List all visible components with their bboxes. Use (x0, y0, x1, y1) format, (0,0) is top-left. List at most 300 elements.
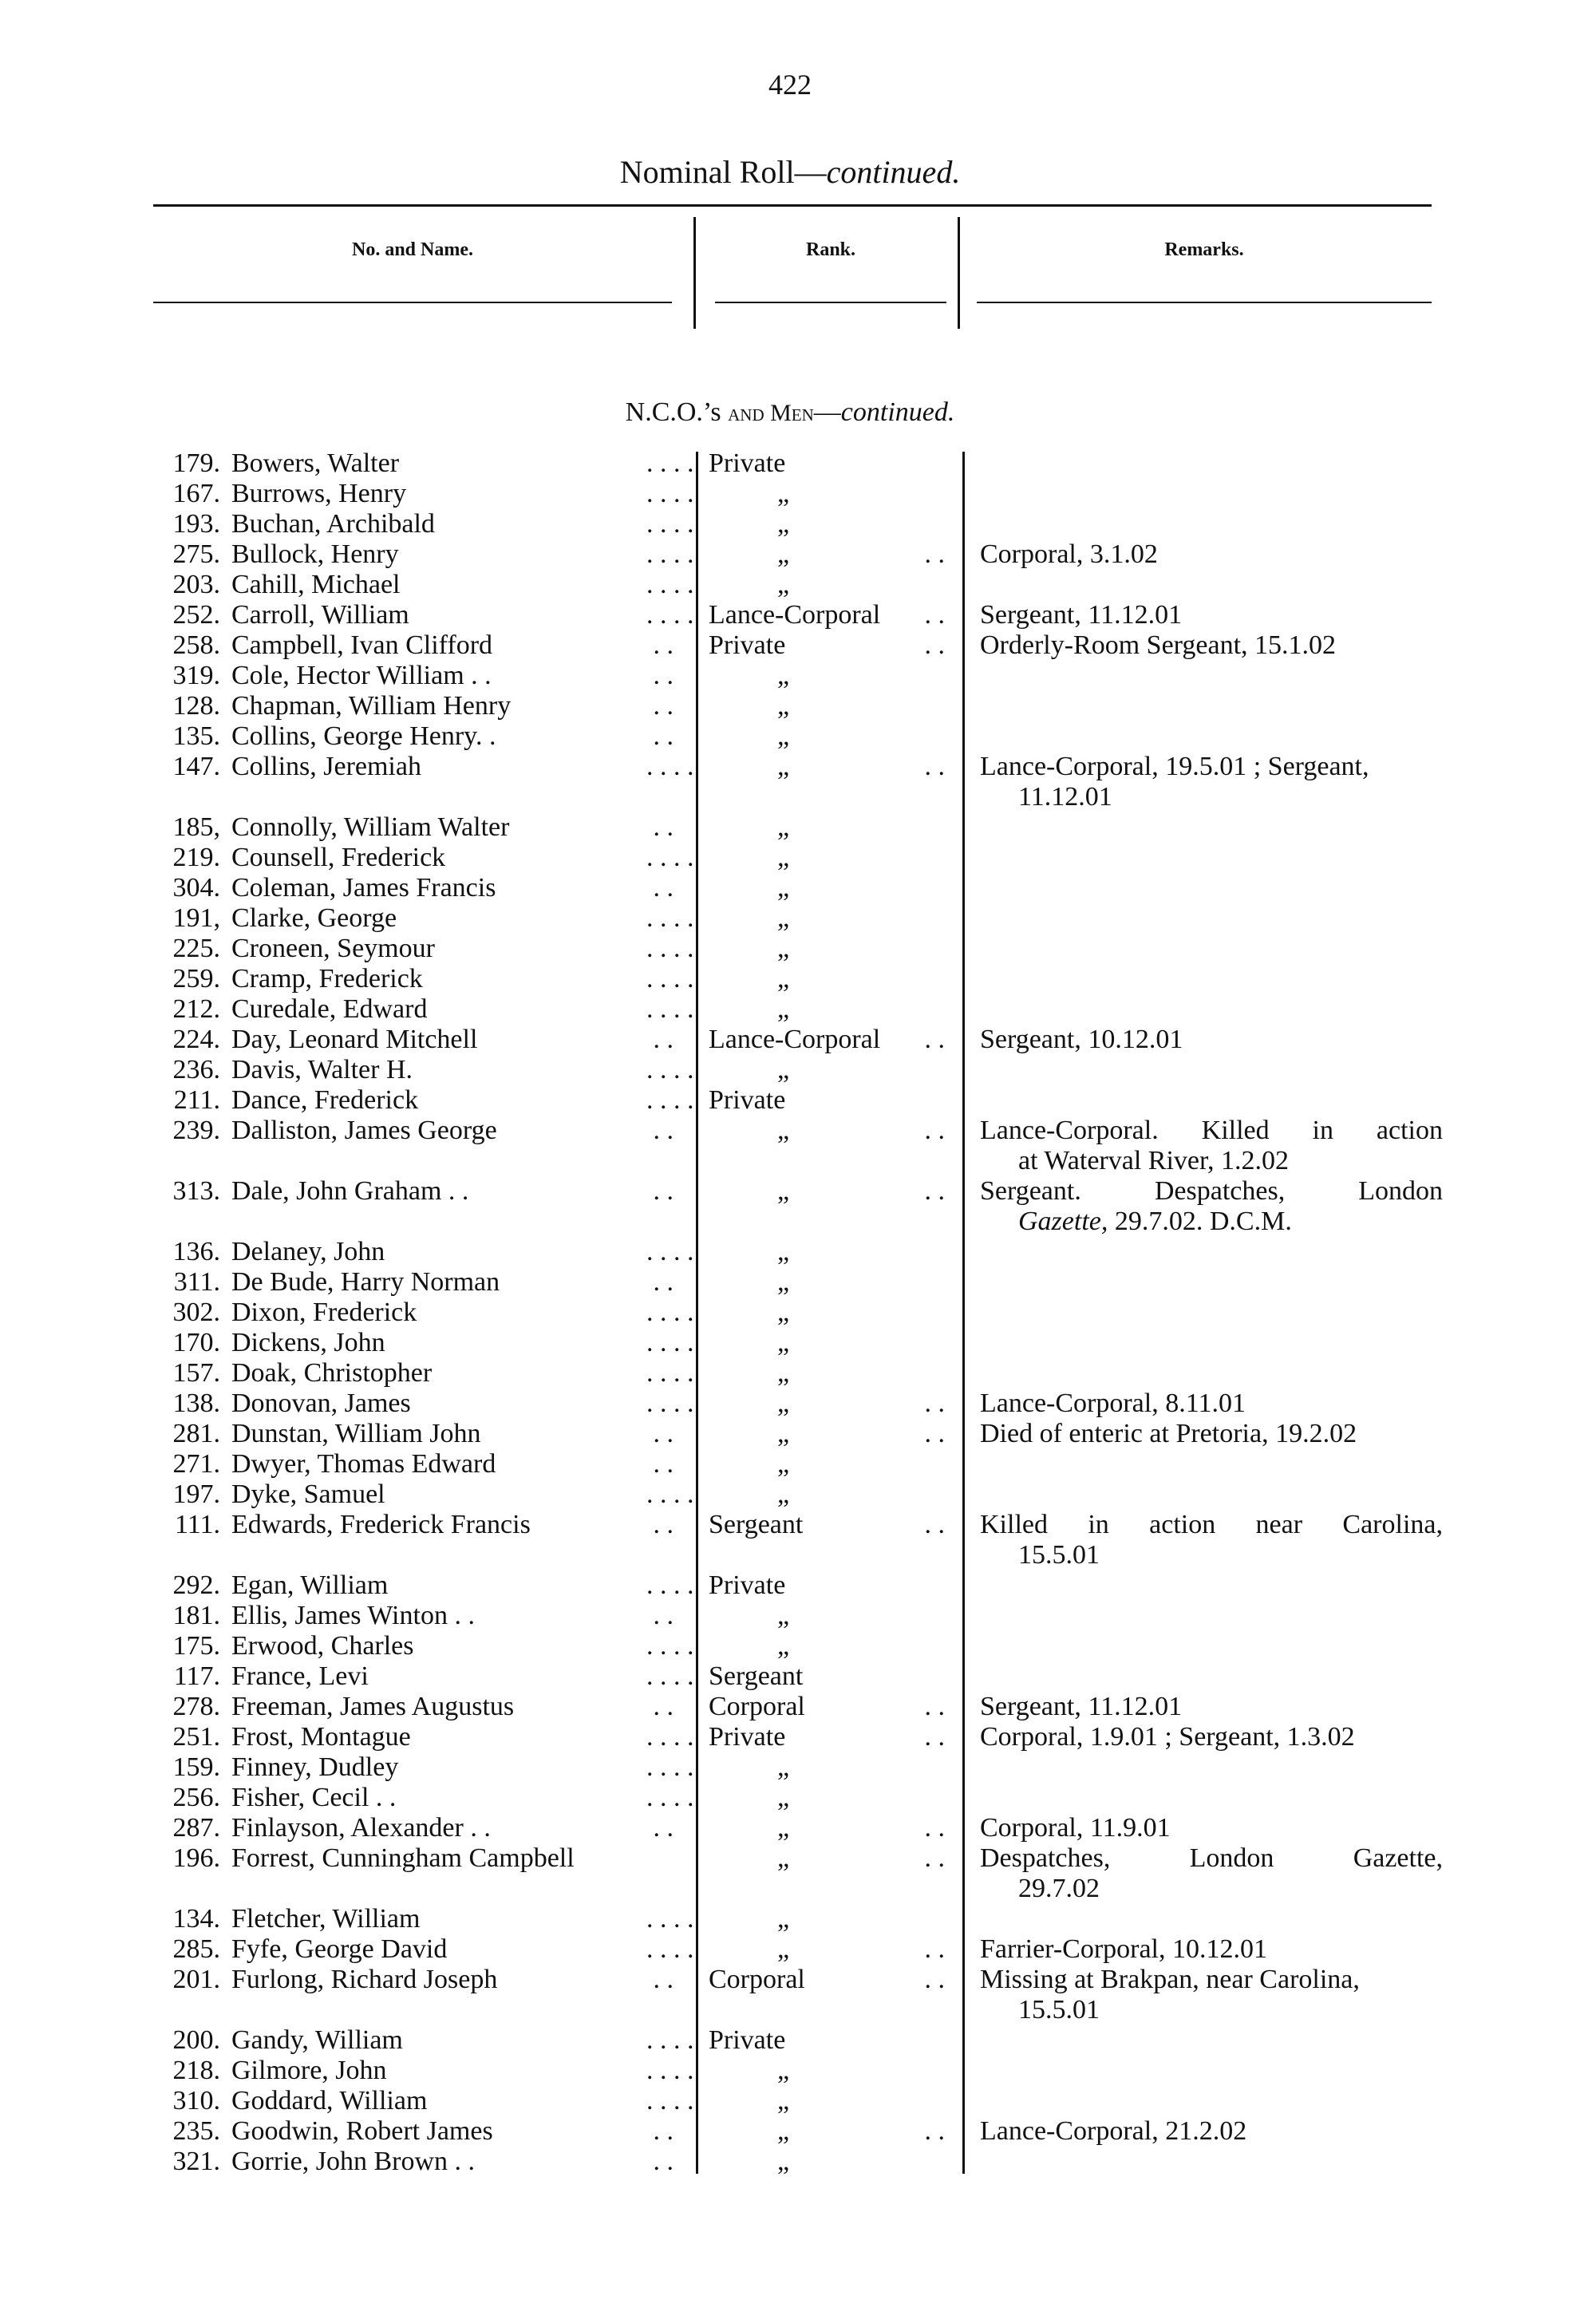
leader-dots: . . . . (646, 2086, 694, 2115)
remark-italic: Gazette, (1018, 1207, 1108, 1236)
table-row (0, 1055, 1596, 1085)
leader-dots: . . (653, 1025, 674, 1054)
entry-name: Goddard, William (231, 2086, 428, 2115)
entry-number: 136. (172, 1237, 220, 1266)
table-row (0, 1358, 1596, 1389)
ditto-mark: „ (777, 1389, 790, 1418)
entry-number: 181. (172, 1601, 220, 1630)
entry-number: 167. (172, 479, 220, 508)
ditto-mark: „ (777, 1449, 790, 1479)
remark-line-1: Despatches, London Gazette, (980, 1843, 1443, 1873)
leader-dots: . . (924, 752, 945, 781)
remark-line-1: Sergeant, 11.12.01 (980, 1692, 1183, 1721)
entry-number: 235. (172, 2116, 220, 2146)
leader-dots: . . (653, 1449, 674, 1479)
entry-remarks (980, 1025, 1443, 1055)
entry-name: Finlayson, Alexander . . (231, 1813, 491, 1843)
ditto-mark: „ (777, 1298, 790, 1327)
table-row (0, 1419, 1596, 1449)
table-row (0, 1510, 1596, 1570)
table-row (0, 873, 1596, 903)
entry-name: Dixon, Frederick (231, 1298, 417, 1327)
remark-line-2 (980, 1995, 1443, 2025)
page-title (0, 153, 1580, 191)
entry-number: 201. (172, 1965, 220, 1994)
leader-dots: . . . . (646, 1479, 694, 1509)
table-row (0, 2056, 1596, 2086)
entry-rank: Private (709, 448, 786, 478)
table-row (0, 1904, 1596, 1934)
entry-name: Dwyer, Thomas Edward (231, 1449, 496, 1479)
leader-dots: . . (653, 1965, 674, 1994)
ditto-mark: „ (777, 2116, 790, 2146)
entry-name: Dalliston, James George (231, 1116, 497, 1145)
table-row (0, 1661, 1596, 1692)
entry-name: Buchan, Archibald (231, 509, 435, 539)
leader-dots: . . (924, 539, 945, 569)
entry-name: Cole, Hector William . . (231, 661, 492, 690)
table-row (0, 509, 1596, 539)
remark-line-1: Sergeant, 11.12.01 (980, 600, 1183, 630)
table-row (0, 1116, 1596, 1176)
leader-dots: . . (924, 1025, 945, 1054)
remark-line-1: Killed in action near Carolina, (980, 1510, 1443, 1539)
remark-line-1: Lance-Corporal, 21.2.02 (980, 2116, 1247, 2146)
entry-remarks (980, 1965, 1443, 2025)
table-row (0, 843, 1596, 873)
entry-name: Egan, William (231, 1570, 389, 1600)
leader-dots: . . (653, 1176, 674, 1206)
leader-dots: . . . . (646, 1389, 694, 1418)
leader-dots: . . (653, 1601, 674, 1630)
table-row (0, 752, 1596, 812)
title-main: Nominal Roll— (619, 154, 827, 190)
entry-name: Dale, John Graham . . (231, 1176, 469, 1206)
table-row (0, 1601, 1596, 1631)
entry-name: Carroll, William (231, 600, 409, 630)
leader-dots: . . (924, 2116, 945, 2146)
remark-line-1: Lance-Corporal, 19.5.01 ; Sergeant, (980, 752, 1369, 781)
ditto-mark: „ (777, 691, 790, 721)
table-row (0, 1631, 1596, 1661)
table-row (0, 2086, 1596, 2116)
leader-dots: . . . . (646, 843, 694, 872)
entry-name: France, Levi (231, 1661, 369, 1691)
remark-line-2 (980, 1207, 1443, 1237)
remark-line-2-text: 15.5.01 (1018, 1995, 1100, 2025)
leader-dots: . . . . (646, 1934, 694, 1964)
ditto-mark: „ (777, 934, 790, 963)
entry-number: 147. (172, 752, 220, 781)
entry-name: Erwood, Charles (231, 1631, 414, 1661)
entry-name: Cramp, Frederick (231, 964, 423, 994)
entry-number: 134. (172, 1904, 220, 1934)
table-row (0, 2147, 1596, 2177)
entry-number: 193. (172, 509, 220, 539)
entry-remarks (980, 600, 1443, 630)
entry-name: Bullock, Henry (231, 539, 399, 569)
entry-number: 218. (172, 2056, 220, 2085)
entry-name: Campbell, Ivan Clifford (231, 630, 493, 660)
entry-name: Croneen, Seymour (231, 934, 435, 963)
table-row (0, 1025, 1596, 1055)
entry-name: Coleman, James Francis (231, 873, 496, 903)
remark-line-2 (980, 782, 1443, 812)
table-row (0, 1692, 1596, 1722)
leader-dots: . . (924, 1389, 945, 1418)
table-row (0, 1085, 1596, 1116)
entry-name: Edwards, Frederick Francis (231, 1510, 531, 1539)
leader-dots: . . (653, 1813, 674, 1843)
ditto-mark: „ (777, 1631, 790, 1661)
column-header-name: No. and Name. (351, 239, 473, 260)
entry-number: 191, (172, 903, 220, 933)
remark-line-2 (980, 1540, 1443, 1570)
leader-dots: . . . . (646, 448, 694, 478)
entry-name: Collins, Jeremiah (231, 752, 421, 781)
entry-name: Delaney, John (231, 1237, 385, 1266)
leader-dots: . . . . (646, 1783, 694, 1812)
remark-line-2 (980, 1146, 1443, 1176)
remark-line-1: Orderly-Room Sergeant, 15.1.02 (980, 630, 1337, 660)
remark-line-2 (980, 1874, 1443, 1904)
leader-dots: . . (653, 661, 674, 690)
leader-dots: . . (653, 1419, 674, 1448)
header-bottom-rule-2 (715, 302, 946, 303)
entry-name: Day, Leonard Mitchell (231, 1025, 478, 1054)
entry-number: 197. (172, 1479, 220, 1509)
remark-line-1: Sergeant, 10.12.01 (980, 1025, 1183, 1054)
leader-dots: . . . . (646, 1661, 694, 1691)
ditto-mark: „ (777, 570, 790, 599)
leader-dots: . . . . (646, 2056, 694, 2085)
remark-line-2-text: 15.5.01 (1018, 1540, 1100, 1570)
entry-rank: Sergeant (709, 1510, 804, 1539)
leader-dots: . . . . (646, 1237, 694, 1266)
ditto-mark: „ (777, 1752, 790, 1782)
entry-name: Ellis, James Winton . . (231, 1601, 475, 1630)
leader-dots: . . (653, 691, 674, 721)
table-row (0, 661, 1596, 691)
entry-number: 271. (172, 1449, 220, 1479)
entry-number: 128. (172, 691, 220, 721)
table-row (0, 1783, 1596, 1813)
entry-name: Gilmore, John (231, 2056, 387, 2085)
remark-line-2-text: 29.7.02 (1018, 1874, 1100, 1903)
entry-name: Dickens, John (231, 1328, 385, 1357)
entry-name: Donovan, James (231, 1389, 411, 1418)
remark-line-2-text: 29.7.02. D.C.M. (1108, 1207, 1292, 1236)
entry-number: 287. (172, 1813, 220, 1843)
ditto-mark: „ (777, 1419, 790, 1448)
leader-dots: . . . . (646, 1570, 694, 1600)
entry-name: Dance, Frederick (231, 1085, 419, 1115)
entry-number: 321. (172, 2147, 220, 2176)
leader-dots: . . (924, 1692, 945, 1721)
entry-name: Clarke, George (231, 903, 397, 933)
table-row (0, 994, 1596, 1025)
entry-rank: Private (709, 2025, 786, 2055)
remark-line-2-text: 11.12.01 (1018, 782, 1112, 812)
table-row (0, 2025, 1596, 2056)
table-row (0, 1449, 1596, 1479)
entry-name: Collins, George Henry. . (231, 721, 496, 751)
remark-line-1: Lance-Corporal. Killed in action (980, 1116, 1443, 1145)
ditto-mark: „ (777, 1934, 790, 1964)
header-bottom-rule-1 (153, 302, 672, 303)
table-row (0, 2116, 1596, 2147)
leader-dots: . . . . (646, 1298, 694, 1327)
entry-number: 311. (173, 1267, 220, 1297)
ditto-mark: „ (777, 873, 790, 903)
table-row (0, 1570, 1596, 1601)
entry-name: Doak, Christopher (231, 1358, 433, 1388)
entry-rank: Lance-Corporal (709, 1025, 881, 1054)
remark-line-1: Corporal, 1.9.01 ; Sergeant, 1.3.02 (980, 1722, 1355, 1752)
section-continued: continued. (840, 397, 955, 427)
entry-number: 111. (175, 1510, 220, 1539)
entry-number: 224. (172, 1025, 220, 1054)
ditto-mark: „ (777, 1601, 790, 1630)
entry-name: Counsell, Frederick (231, 843, 446, 872)
table-row (0, 1267, 1596, 1298)
table-row (0, 479, 1596, 509)
ditto-mark: „ (777, 1116, 790, 1145)
ditto-mark: „ (777, 2147, 790, 2176)
leader-dots: . . (924, 630, 945, 660)
ditto-mark: „ (777, 843, 790, 872)
entry-number: 292. (172, 1570, 220, 1600)
leader-dots: . . . . (646, 994, 694, 1024)
leader-dots: . . (653, 2147, 674, 2176)
leader-dots: . . (653, 630, 674, 660)
leader-dots: . . . . (646, 1752, 694, 1782)
entry-name: De Bude, Harry Norman (231, 1267, 500, 1297)
ditto-mark: „ (777, 752, 790, 781)
leader-dots: . . (924, 1934, 945, 1964)
table-row (0, 539, 1596, 570)
table-row (0, 1298, 1596, 1328)
table-row (0, 630, 1596, 661)
leader-dots: . . . . (646, 509, 694, 539)
entry-number: 200. (172, 2025, 220, 2055)
entry-name: Forrest, Cunningham Campbell (231, 1843, 575, 1873)
leader-dots: . . . . (646, 934, 694, 963)
leader-dots: . . . . (646, 1358, 694, 1388)
section-heading (0, 397, 1580, 428)
leader-dots: . . . . (646, 1055, 694, 1084)
table-row (0, 1237, 1596, 1267)
entry-rank: Lance-Corporal (709, 600, 881, 630)
ditto-mark: „ (777, 964, 790, 994)
table-row (0, 1965, 1596, 2025)
entry-number: 281. (172, 1419, 220, 1448)
ditto-mark: „ (777, 994, 790, 1024)
ditto-mark: „ (777, 1783, 790, 1812)
entry-rank: Private (709, 1085, 786, 1115)
entry-name: Frost, Montague (231, 1722, 411, 1752)
leader-dots: . . . . (646, 479, 694, 508)
ditto-mark: „ (777, 1358, 790, 1388)
leader-dots: . . . . (646, 903, 694, 933)
entry-number: 302. (172, 1298, 220, 1327)
remark-line-2-text: at Waterval River, 1.2.02 (1018, 1146, 1289, 1175)
ditto-mark: „ (777, 1267, 790, 1297)
entry-name: Gandy, William (231, 2025, 403, 2055)
entry-name: Furlong, Richard Joseph (231, 1965, 498, 1994)
entry-name: Finney, Dudley (231, 1752, 399, 1782)
roll-table (0, 448, 1596, 2177)
entry-remarks (980, 752, 1443, 812)
table-row (0, 1843, 1596, 1904)
entry-number: 138. (172, 1389, 220, 1418)
leader-dots: . . . . (646, 1904, 694, 1934)
ditto-mark: „ (777, 1328, 790, 1357)
table-row (0, 448, 1596, 479)
entry-number: 256. (172, 1783, 220, 1812)
entry-remarks (980, 2116, 1443, 2147)
leader-dots: . . (653, 1267, 674, 1297)
entry-remarks (980, 630, 1443, 661)
leader-dots: . . . . (646, 539, 694, 569)
leader-dots: . . (653, 2116, 674, 2146)
ditto-mark: „ (777, 509, 790, 539)
entry-name: Burrows, Henry (231, 479, 407, 508)
ditto-mark: „ (777, 1813, 790, 1843)
remark-line-1: Farrier-Corporal, 10.12.01 (980, 1934, 1268, 1964)
leader-dots: . . . . (646, 1631, 694, 1661)
entry-number: 175. (172, 1631, 220, 1661)
entry-name: Freeman, James Augustus (231, 1692, 515, 1721)
entry-remarks (980, 1813, 1443, 1843)
header-divider-1 (693, 217, 696, 329)
entry-number: 196. (172, 1843, 220, 1873)
table-row (0, 1934, 1596, 1965)
ditto-mark: „ (777, 661, 790, 690)
entry-remarks (980, 539, 1443, 570)
leader-dots: . . (653, 721, 674, 751)
entry-number: 310. (172, 2086, 220, 2115)
entry-number: 251. (172, 1722, 220, 1752)
leader-dots: . . (924, 1843, 945, 1873)
leader-dots: . . (653, 1692, 674, 1721)
entry-number: 211. (173, 1085, 220, 1115)
entry-name: Curedale, Edward (231, 994, 428, 1024)
leader-dots: . . . . (646, 1722, 694, 1752)
table-row (0, 1389, 1596, 1419)
table-row (0, 600, 1596, 630)
leader-dots: . . (924, 1176, 945, 1206)
table-row (0, 1328, 1596, 1358)
entry-rank: Private (709, 1722, 786, 1752)
table-row (0, 812, 1596, 843)
leader-dots: . . (653, 873, 674, 903)
section-sc: and Men (728, 400, 814, 426)
leader-dots: . . . . (646, 1328, 694, 1357)
entry-name: Goodwin, Robert James (231, 2116, 493, 2146)
entry-name: Dunstan, William John (231, 1419, 481, 1448)
entry-number: 219. (172, 843, 220, 872)
ditto-mark: „ (777, 2056, 790, 2085)
table-row (0, 570, 1596, 600)
entry-remarks (980, 1934, 1443, 1965)
entry-rank: Private (709, 630, 786, 660)
entry-number: 225. (172, 934, 220, 963)
entry-number: 236. (172, 1055, 220, 1084)
remark-line-1: Sergeant. Despatches, London (980, 1176, 1443, 1206)
entry-number: 239. (172, 1116, 220, 1145)
entry-remarks (980, 1843, 1443, 1904)
column-header-rank: Rank. (805, 239, 856, 260)
entry-number: 313. (172, 1176, 220, 1206)
entry-number: 170. (172, 1328, 220, 1357)
entry-number: 319. (172, 661, 220, 690)
table-row (0, 691, 1596, 721)
entry-name: Fletcher, William (231, 1904, 421, 1934)
entry-number: 252. (172, 600, 220, 630)
ditto-mark: „ (777, 812, 790, 842)
entry-remarks (980, 1419, 1443, 1449)
table-row (0, 903, 1596, 934)
entry-number: 135. (172, 721, 220, 751)
table-row (0, 934, 1596, 964)
entry-rank: Private (709, 1570, 786, 1600)
entry-name: Dyke, Samuel (231, 1479, 385, 1509)
page-number: 422 (768, 69, 812, 101)
entry-remarks (980, 1510, 1443, 1570)
ditto-mark: „ (777, 2086, 790, 2115)
entry-rank: Corporal (709, 1965, 805, 1994)
entry-number: 275. (172, 539, 220, 569)
entry-remarks (980, 1722, 1443, 1752)
entry-number: 278. (172, 1692, 220, 1721)
leader-dots: . . . . (646, 570, 694, 599)
ditto-mark: „ (777, 903, 790, 933)
header-bottom-rule-3 (977, 302, 1432, 303)
table-row (0, 721, 1596, 752)
remark-line-1: Lance-Corporal, 8.11.01 (980, 1389, 1246, 1418)
entry-number: 179. (172, 448, 220, 478)
entry-number: 259. (172, 964, 220, 994)
entry-number: 285. (172, 1934, 220, 1964)
entry-name: Connolly, William Walter (231, 812, 510, 842)
leader-dots: . . (924, 1965, 945, 1994)
leader-dots: . . (924, 600, 945, 630)
leader-dots: . . (924, 1722, 945, 1752)
leader-dots: . . (653, 812, 674, 842)
leader-dots: . . (924, 1510, 945, 1539)
remark-line-1: Corporal, 11.9.01 (980, 1813, 1171, 1843)
leader-dots: . . (924, 1116, 945, 1145)
remark-line-1: Corporal, 3.1.02 (980, 539, 1158, 569)
entry-remarks (980, 1692, 1443, 1722)
ditto-mark: „ (777, 479, 790, 508)
leader-dots: . . . . (646, 2025, 694, 2055)
entry-name: Cahill, Michael (231, 570, 401, 599)
entry-name: Bowers, Walter (231, 448, 400, 478)
entry-number: 203. (172, 570, 220, 599)
ditto-mark: „ (777, 1055, 790, 1084)
section-dash: — (813, 397, 841, 427)
title-continued: continued. (826, 154, 961, 190)
entry-number: 159. (172, 1752, 220, 1782)
entry-number: 304. (172, 873, 220, 903)
leader-dots: . . (924, 1419, 945, 1448)
entry-number: 185, (172, 812, 220, 842)
header-top-rule (153, 204, 1432, 207)
leader-dots: . . . . (646, 752, 694, 781)
table-row (0, 964, 1596, 994)
